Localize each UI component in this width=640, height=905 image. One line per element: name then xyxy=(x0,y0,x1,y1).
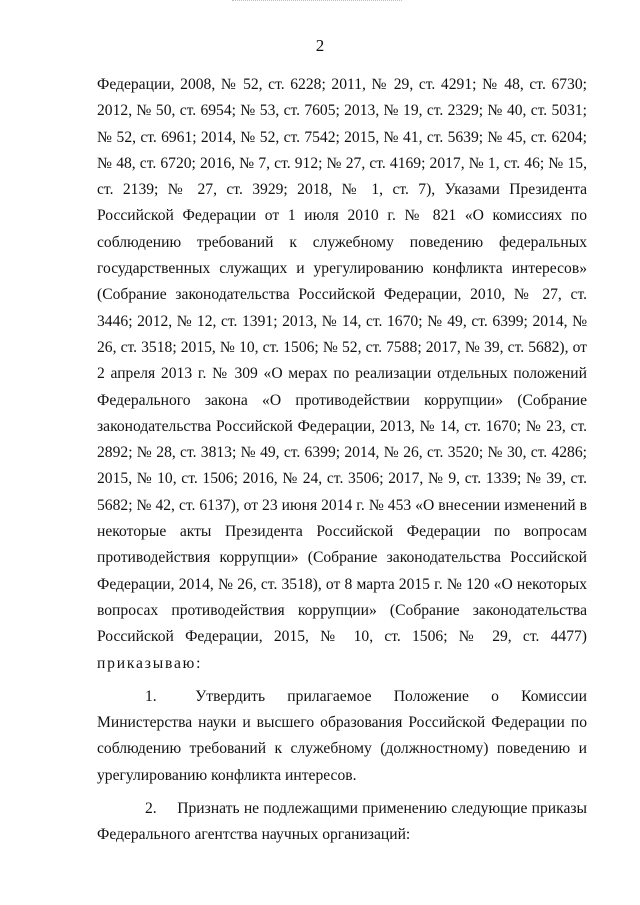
intro-paragraph xyxy=(97,72,587,677)
list-item xyxy=(97,684,587,789)
item-text: Утвердить прилагаемое Положение о Комиссии Министерства науки и высшего образования Российской Федерации по соблюдению требований к служебному (должностному) поведению и урегулированию конфликта интересов. xyxy=(97,687,587,784)
document-body xyxy=(97,72,587,849)
list-item xyxy=(97,796,587,849)
scan-top-mark xyxy=(232,0,402,3)
intro-text: Федерации, 2008, № 52, ст. 6228; 2011, № 29, ст. 4291; № 48, ст. 6730; 2012, № 50, ст. 6954; № 53, ст. 7605; 2013, № 19, ст. 2329; № 40, ст. 5031; № 52, ст. 6961; 2014, № 52, ст. 7542; 2015, № 41, ст. 5639; № 45, ст. 6204; № 48, ст. 6720; 2016, № 7, ст. 912; № 27, ст. 4169; 2017, № 1, ст. 46; № 15, ст. 2139; № 27, ст. 3929; 2018, № 1, ст. 7), Указами Президента Российской Федерации от 1 июля 2010 г. № 821 «О комиссиях по соблюдению требований к служебному поведению федеральных государственных служащих и урегулированию конфликта интересов» (Собрание законодательства Российской Федерации, 2010, № 27, ст. 3446; 2012, № 12, ст. 1391; 2013, № 14, ст. 1670; № 49, ст. 6399; 2014, № 26, ст. 3518; 2015, № 10, ст. 1506; № 52, ст. 7588; 2017, № 39, ст. 5682), от 2 апреля 2013 г. № 309 «О мерах по реализации отдельных положений Федерального закона «О противодействии коррупции» (Собрание законодательства Российской Федерации, 2013, № 14, ст. 1670; № 23, ст. 2892; № 28, ст. 3813; № 49, ст. 6399; 2014, № 26, ст. 3520; № 30, ст. 4286; 2015, № 10, ст. 1506; 2016, № 24, ст. 3506; 2017, № 9, ст. 1339; № 39, ст. 5682; № 42, ст. 6137), от 23 июня 2014 г. № 453 «О внесении изменений в некоторые акты Президента Российской Федерации по вопросам противодействия коррупции» (Собрание законодательства Российской Федерации, 2014, № 26, ст. 3518), от 8 марта 2015 г. № 120 «О некоторых вопросах противодействия коррупции» (Собрание законодательства Российской Федерации, 2015, № 10, ст. 1506; № 29, ст. 4477) xyxy=(97,76,587,646)
order-word: приказываю: xyxy=(97,654,203,672)
item-text: Признать не подлежащими применению следующие приказы Федерального агентства научных организаций: xyxy=(97,800,587,844)
item-number: 2. xyxy=(145,800,157,818)
item-number: 1. xyxy=(145,687,157,705)
page-number: 2 xyxy=(315,36,325,55)
